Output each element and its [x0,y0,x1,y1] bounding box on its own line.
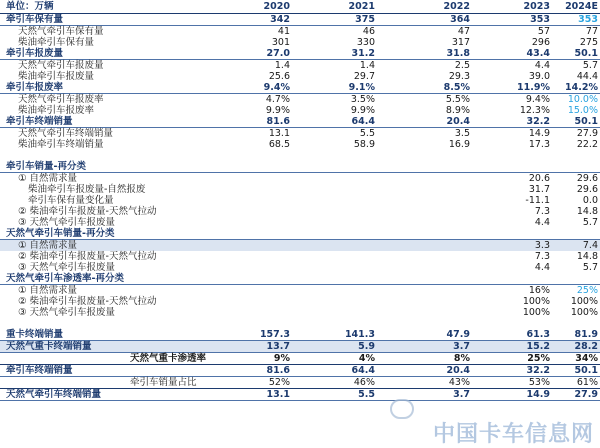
row-label: ③ 天然气牵引车报废量 [18,217,116,228]
row-value: 64.4 [351,365,375,376]
row-value: 15.2 [526,341,550,352]
year-header: 2024E [565,1,598,12]
table-row [0,273,600,285]
table-row [0,184,600,195]
row-value: 5.5 [358,389,375,400]
row-value: 5.5 [359,128,375,139]
row-value: 25.6 [268,71,290,82]
row-value: 7.3 [534,251,550,262]
row-value: 100% [570,307,598,318]
table-row [0,71,600,82]
row-label: ① 自然需求量 [18,173,78,184]
row-value: 330 [356,37,375,48]
row-label: ③ 天然气牵引车报废量 [18,307,116,318]
year-header: 2022 [443,1,470,12]
row-value: 43% [448,377,470,388]
row-value: 14.8 [576,206,598,217]
row-value: 364 [450,14,470,25]
table-row [0,240,600,251]
row-value: 22.2 [576,139,598,150]
row-value: 61% [576,377,598,388]
row-label: ① 自然需求量 [18,240,78,251]
row-label: 天然气牵引车保有量 [18,26,104,37]
row-value: 50.1 [574,48,598,59]
table-row [0,307,600,318]
row-value: 27.9 [576,128,598,139]
row-value: 81.6 [266,365,290,376]
row-value: 7.3 [534,206,550,217]
row-value: 157.3 [259,329,290,340]
row-value: 14.9 [526,389,550,400]
row-label: 柴油牵引车报废量-自然报废 [28,184,146,195]
table-row [0,364,600,377]
row-value: 275 [579,37,598,48]
row-value: 81.9 [574,329,598,340]
table-row [0,94,600,105]
row-value: 29.3 [448,71,470,82]
row-value: 8% [453,353,470,364]
table-row [0,285,600,296]
table-row [0,82,600,94]
row-label: 柴油牵引车报废率 [18,105,95,116]
row-label: 牵引车销量占比 [130,377,197,388]
row-value: 57 [537,26,550,37]
table-row [0,388,600,401]
row-value: 27.9 [574,389,598,400]
row-value: 41 [277,26,290,37]
row-value: 14.9 [528,128,550,139]
table-row [0,329,600,341]
row-value: 46 [362,26,375,37]
table-header [0,0,600,14]
row-value: 39.0 [528,71,550,82]
row-value: 50.1 [574,365,598,376]
row-value: 9.4% [525,94,550,105]
row-value: 13.1 [268,128,290,139]
row-value: 47 [457,26,470,37]
row-label: 牵引车报废率 [6,82,64,93]
row-label: ② 柴油牵引车报废量-天然气拉动 [18,296,157,307]
table-row [0,26,600,37]
row-value: 5.5% [445,94,470,105]
row-value: 15.0% [567,105,598,116]
year-header: 2023 [523,1,550,12]
row-value: 25% [527,353,550,364]
row-value: 28.2 [574,341,598,352]
row-label: 牵引车终端销量 [6,116,73,127]
row-value: 4.7% [265,94,290,105]
row-value: 3.3 [534,240,550,251]
wechat-icon [390,399,414,419]
row-value: 34% [575,353,598,364]
row-value: -11.1 [525,195,550,206]
row-value: 5.7 [582,262,598,273]
table-body [0,14,600,401]
table-row [0,14,600,26]
row-value: 20.4 [446,116,470,127]
row-value: 301 [271,37,290,48]
row-value: 3.7 [453,389,470,400]
row-value: 100% [522,296,550,307]
row-label: 牵引车终端销量 [6,365,73,376]
row-label: 重卡终端销量 [6,329,64,340]
row-value: 0.0 [582,195,598,206]
row-value: 27.0 [266,48,290,59]
row-label: ② 柴油牵引车报废量-天然气拉动 [18,206,157,217]
row-value: 32.2 [526,365,550,376]
year-header: 2021 [348,1,375,12]
row-value: 9.9% [350,105,375,116]
row-label: 柴油牵引车终端销量 [18,139,104,150]
table-row [0,105,600,116]
row-value: 2.5 [454,60,470,71]
row-value: 29.6 [576,173,598,184]
row-value: 32.2 [526,116,550,127]
row-value: 58.9 [353,139,375,150]
row-value: 100% [522,307,550,318]
table-row [0,195,600,206]
row-value: 8.9% [445,105,470,116]
table-row [0,228,600,240]
row-value: 100% [570,296,598,307]
row-value: 31.7 [528,184,550,195]
row-label: 天然气重卡终端销量 [6,341,92,352]
watermark: 中国卡车信息网 [432,422,594,447]
row-value: 16% [528,285,550,296]
row-label: 牵引车保有量变化量 [28,195,114,206]
row-value: 9.1% [348,82,375,93]
row-value: 5.7 [582,217,598,228]
row-value: 14.8 [576,251,598,262]
table-row [0,341,600,353]
row-label: 天然气重卡渗透率 [130,353,207,364]
row-label: 牵引车保有量 [6,14,64,25]
spacer-row [0,150,600,161]
row-value: 46% [353,377,375,388]
row-value: 4.4 [534,217,550,228]
row-label: 柴油牵引车报废量 [18,71,95,82]
row-value: 47.9 [446,329,470,340]
unit-label: 单位：万辆 [6,1,54,12]
row-value: 64.4 [351,116,375,127]
row-value: 12.3% [519,105,550,116]
row-value: 353 [530,14,550,25]
row-value: 10.0% [567,94,598,105]
row-value: 4.4 [534,60,550,71]
row-value: 81.6 [266,116,290,127]
row-value: 1.4 [359,60,375,71]
table-row [0,128,600,139]
row-value: 13.1 [266,389,290,400]
row-label: ② 柴油牵引车报废量-天然气拉动 [18,251,157,262]
row-label: 天然气牵引车终端销量 [18,128,114,139]
row-value: 375 [355,14,375,25]
row-value: 77 [585,26,598,37]
row-value: 141.3 [344,329,375,340]
row-value: 53% [528,377,550,388]
row-value: 20.6 [528,173,550,184]
row-value: 5.7 [582,60,598,71]
table-row [0,161,600,173]
row-value: 296 [531,37,550,48]
row-label: 牵引车销量-再分类 [6,161,86,172]
row-value: 3.5% [350,94,375,105]
table-row [0,206,600,217]
table-row [0,173,600,184]
table-row [0,48,600,60]
row-value: 61.3 [526,329,550,340]
row-value: 317 [451,37,470,48]
table-row [0,353,600,364]
row-label: 天然气牵引车销量-再分类 [6,228,115,239]
row-label: 牵引车报废量 [6,48,64,59]
row-value: 7.4 [582,240,598,251]
table-row [0,377,600,388]
table-row [0,251,600,262]
row-value: 43.4 [526,48,550,59]
row-label: 天然气牵引车终端销量 [6,389,102,400]
row-label: 柴油牵引车保有量 [18,37,95,48]
row-value: 5.9 [358,341,375,352]
table-row [0,139,600,150]
row-value: 50.1 [574,116,598,127]
row-value: 31.8 [446,48,470,59]
row-value: 4.4 [534,262,550,273]
row-value: 11.9% [517,82,550,93]
row-value: 4% [358,353,375,364]
row-value: 16.9 [448,139,470,150]
row-value: 9% [273,353,290,364]
row-value: 3.7 [453,341,470,352]
row-value: 44.4 [576,71,598,82]
row-value: 14.2% [565,82,598,93]
row-value: 20.4 [446,365,470,376]
table-row [0,116,600,128]
row-value: 29.6 [576,184,598,195]
row-label: 天然气牵引车报废率 [18,94,104,105]
row-value: 17.3 [528,139,550,150]
row-value: 342 [270,14,290,25]
table-row [0,296,600,307]
row-value: 29.7 [353,71,375,82]
table-row [0,217,600,228]
row-label: 天然气牵引车报废量 [18,60,104,71]
row-value: 31.2 [351,48,375,59]
row-value: 25% [576,285,598,296]
spacer-row [0,318,600,329]
row-value: 9.9% [265,105,290,116]
table-row [0,60,600,71]
row-value: 8.5% [443,82,470,93]
year-header: 2020 [263,1,290,12]
row-value: 9.4% [263,82,290,93]
row-value: 353 [578,14,598,25]
table-row [0,262,600,273]
row-value: 3.5 [454,128,470,139]
row-value: 13.7 [266,341,290,352]
row-value: 68.5 [268,139,290,150]
row-value: 52% [268,377,290,388]
row-value: 1.4 [274,60,290,71]
row-label: ① 自然需求量 [18,285,78,296]
row-label: 天然气牵引车渗透率-再分类 [6,273,124,284]
row-label: ③ 天然气牵引车报废量 [18,262,116,273]
table-row [0,37,600,48]
